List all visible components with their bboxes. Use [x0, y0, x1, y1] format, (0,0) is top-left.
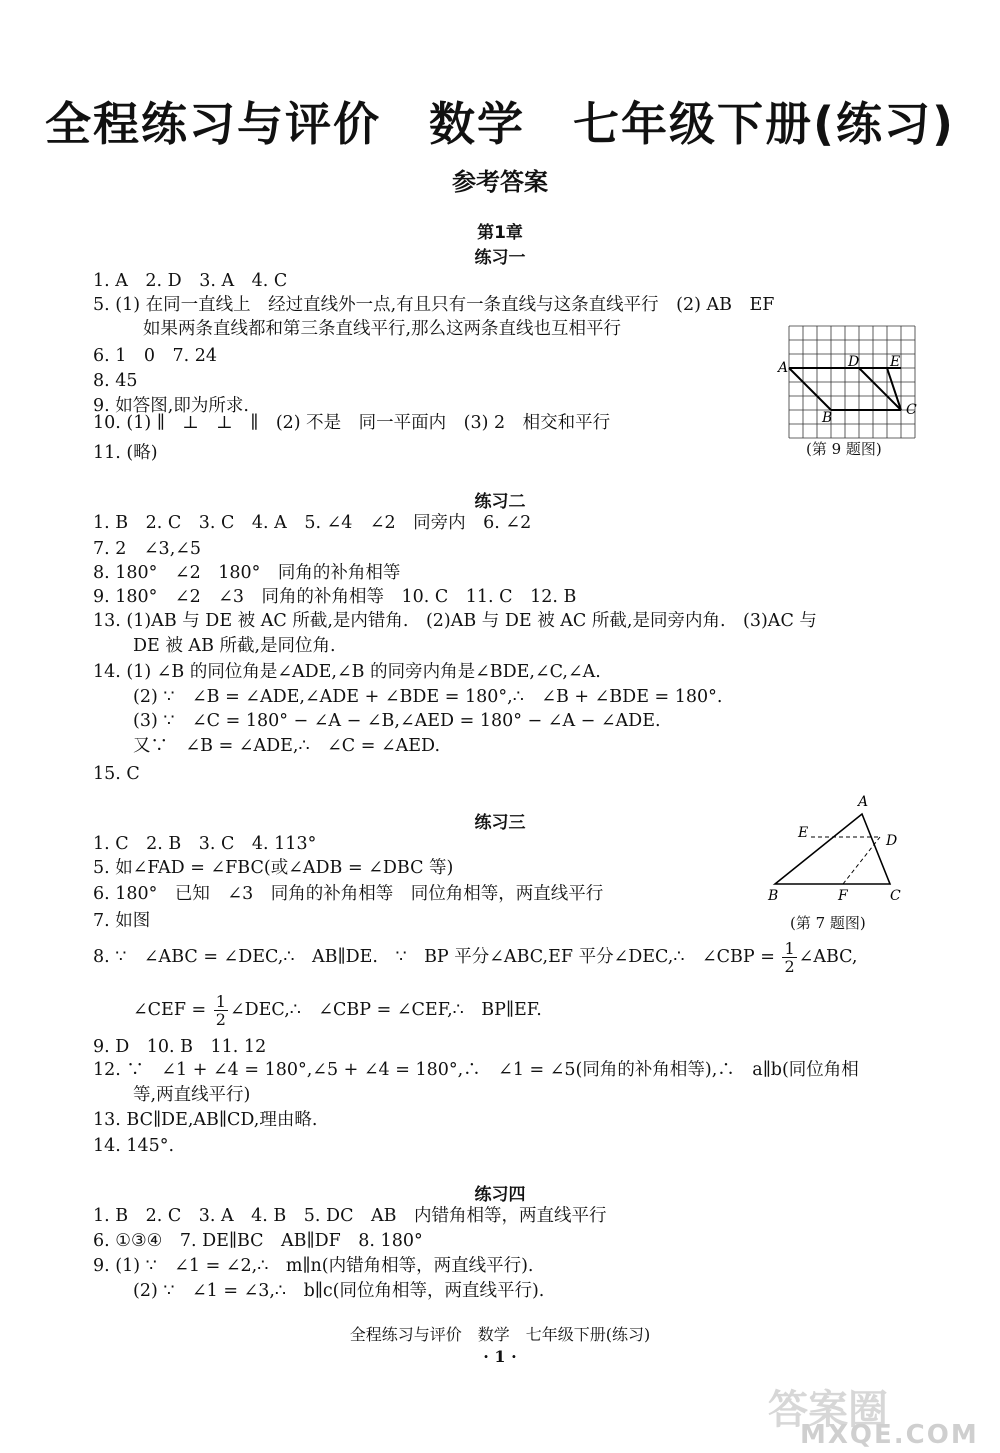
- answer-line: 8. 45: [93, 371, 138, 391]
- answer-line: 6. 180° 已知 ∠3 同角的补角相等 同位角相等，两直线平行: [93, 884, 604, 904]
- q8-text-d: ∠DEC,∴ ∠CBP = ∠CEF,∴ BP∥EF.: [229, 1000, 542, 1020]
- section-heading: 练习三: [474, 813, 526, 833]
- fig9-label-c: C: [906, 402, 917, 418]
- answer-line: 14. 145°.: [93, 1136, 175, 1156]
- fig9-label-b: B: [822, 410, 833, 426]
- page-footer: 全程练习与评价 数学 七年级下册(练习): [349, 1325, 651, 1344]
- chapter-heading: 第1章: [477, 223, 523, 243]
- fig7-label-f: F: [838, 888, 848, 904]
- answer-line: (2) ∵ ∠B = ∠ADE,∠ADE + ∠BDE = 180°,∴ ∠B + ∠BDE = 180°.: [133, 687, 723, 707]
- answer-line: 5. 如∠FAD = ∠FBC(或∠ADB = ∠DBC 等): [93, 858, 454, 878]
- answer-line: 13. (1)AB 与 DE 被 AC 所截,是内错角. (2)AB 与 DE 被 AC 所截,是同旁内角. (3)AC 与: [93, 611, 817, 631]
- answer-line: 7. 2 ∠3,∠5: [93, 539, 202, 559]
- section-heading: 练习二: [474, 492, 526, 512]
- answer-line: (2) ∵ ∠1 = ∠3,∴ b∥c(同位角相等，两直线平行).: [133, 1281, 545, 1301]
- answer-line-q8: [93, 940, 858, 975]
- answer-line: 1. A 2. D 3. A 4. C: [93, 271, 288, 291]
- answer-line: 等,两直线平行): [133, 1085, 251, 1105]
- figure-7-caption: (第 7 题图): [790, 914, 866, 932]
- page-subtitle: 参考答案: [452, 168, 548, 196]
- fraction-denominator: 2: [784, 957, 795, 976]
- answer-line: 13. BC∥DE,AB∥CD,理由略.: [93, 1110, 318, 1130]
- fraction-numerator: 1: [784, 939, 795, 958]
- answer-line: 5. (1) 在同一直线上 经过直线外一点,有且只有一条直线与这条直线平行 (2) AB EF: [93, 295, 775, 315]
- fig9-label-e: E: [890, 354, 901, 370]
- fraction-half: [214, 993, 228, 1028]
- page-title: 全程练习与评价 数学 七年级下册(练习): [44, 97, 956, 151]
- answer-line: 11. (略): [93, 443, 158, 463]
- q8-text-b: ∠ABC,: [798, 947, 858, 967]
- answer-line: 8. 180° ∠2 180° 同角的补角相等: [93, 563, 401, 583]
- fig7-label-b: B: [768, 888, 779, 904]
- answer-line: 1. C 2. B 3. C 4. 113°: [93, 834, 317, 854]
- fig7-label-e: E: [798, 825, 809, 841]
- watermark-url: MXQE.COM: [800, 1420, 979, 1450]
- answer-line: 6. ①③④ 7. DE∥BC AB∥DF 8. 180°: [93, 1231, 423, 1251]
- fig9-label-d: D: [848, 354, 860, 370]
- fig7-label-d: D: [886, 833, 898, 849]
- fraction-numerator: 1: [215, 992, 226, 1011]
- answer-line: 1. B 2. C 3. A 4. B 5. DC AB 内错角相等，两直线平行: [93, 1206, 607, 1226]
- fraction-denominator: 2: [215, 1010, 226, 1029]
- figure-9-grid: [776, 322, 926, 442]
- answer-line: 9. 180° ∠2 ∠3 同角的补角相等 10. C 11. C 12. B: [93, 587, 577, 607]
- section-heading: 练习四: [474, 1185, 526, 1205]
- answer-line: 14. (1) ∠B 的同位角是∠ADE,∠B 的同旁内角是∠BDE,∠C,∠A.: [93, 662, 601, 682]
- section-heading: 练习一: [474, 248, 526, 268]
- q8-text-c: ∠CEF =: [133, 1000, 212, 1020]
- q8-text-a: 8. ∵ ∠ABC = ∠DEC,∴ AB∥DE. ∵ BP 平分∠ABC,EF 平分∠DEC,∴ ∠CBP =: [93, 947, 781, 967]
- answer-line: 9. D 10. B 11. 12: [93, 1037, 267, 1057]
- figure-9-caption: (第 9 题图): [806, 440, 882, 458]
- answer-line: 7. 如图: [93, 911, 151, 931]
- fig9-label-a: A: [778, 360, 789, 376]
- answer-line: 10. (1) ∥ ⊥ ⊥ ∥ (2) 不是 同一平面内 (3) 2 相交和平行: [93, 413, 611, 433]
- answer-line: 1. B 2. C 3. C 4. A 5. ∠4 ∠2 同旁内 6. ∠2: [93, 513, 532, 533]
- answer-line: 如果两条直线都和第三条直线平行,那么这两条直线也互相平行: [143, 319, 622, 339]
- answer-line: 6. 1 0 7. 24: [93, 346, 218, 366]
- answer-line: DE 被 AB 所截,是同位角.: [133, 636, 336, 656]
- answer-line: (3) ∵ ∠C = 180° − ∠A − ∠B,∠AED = 180° − ∠A − ∠ADE.: [133, 711, 661, 731]
- fig7-label-c: C: [890, 888, 901, 904]
- answer-line: 15. C: [93, 764, 140, 784]
- watermark-logo: 答案圈: [768, 1387, 888, 1433]
- page-number: · 1 ·: [483, 1347, 517, 1366]
- answer-line: 又∵ ∠B = ∠ADE,∴ ∠C = ∠AED.: [133, 736, 441, 756]
- fig7-label-a: A: [858, 794, 869, 810]
- answer-line: 12. ∵ ∠1 + ∠4 = 180°,∠5 + ∠4 = 180°,∴ ∠1 = ∠5(同角的补角相等),∴ a∥b(同位角相: [93, 1060, 859, 1080]
- answer-line: 9. 如答图,即为所求.: [93, 396, 249, 416]
- answer-line-q8-cont: [133, 993, 542, 1028]
- answer-line: 9. (1) ∵ ∠1 = ∠2,∴ m∥n(内错角相等，两直线平行).: [93, 1256, 534, 1276]
- fraction-half: [782, 940, 796, 975]
